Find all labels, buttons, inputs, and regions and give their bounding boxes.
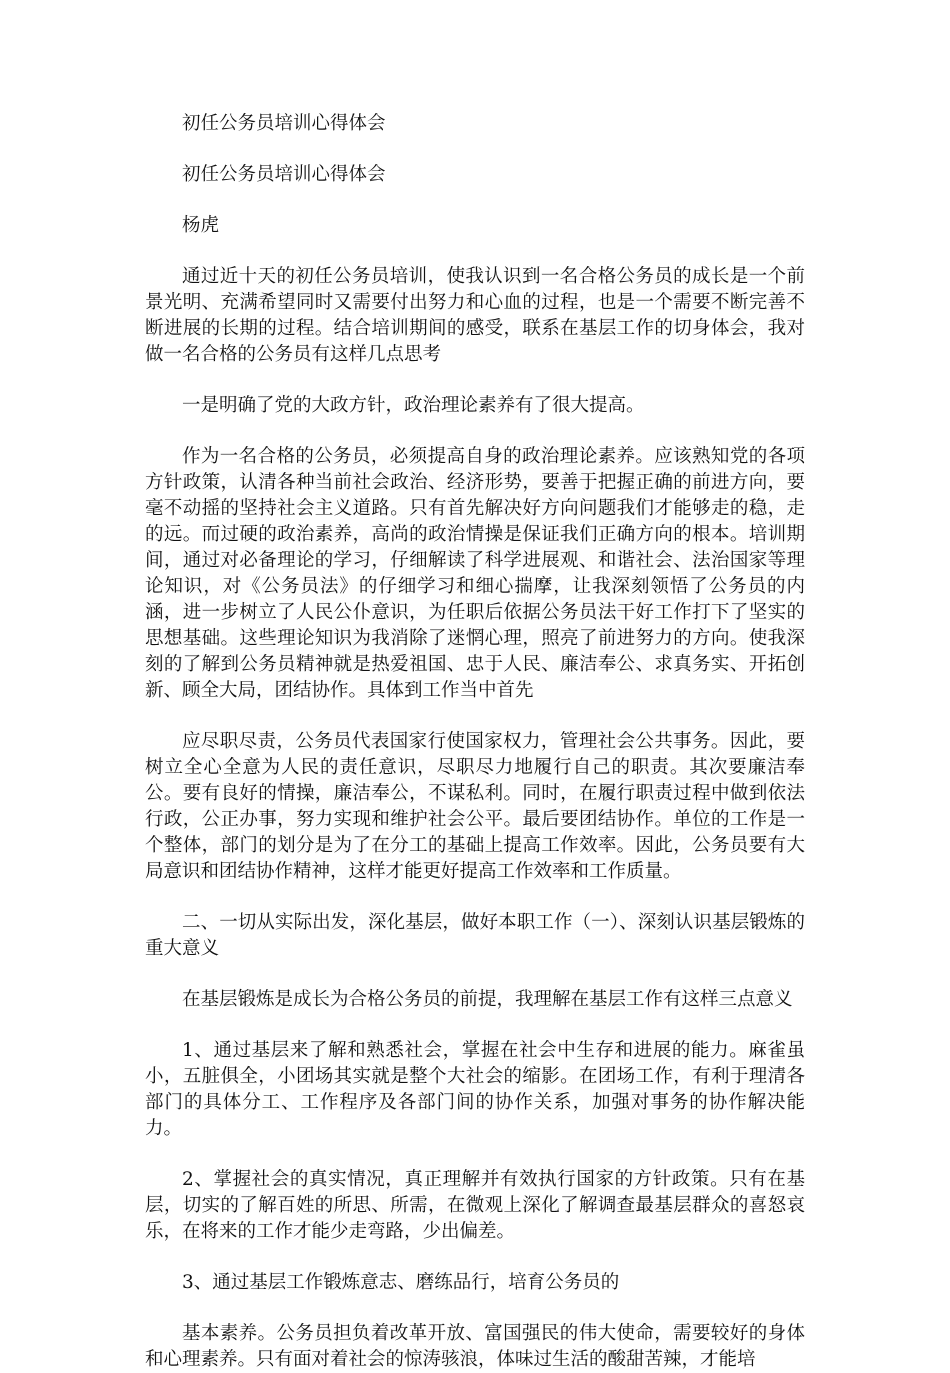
paragraph-political-literacy: 作为一名合格的公务员，必须提高自身的政治理论素养。应该熟知党的各项方针政策，认清各种当前社会政治、经济形势，要善于把握正确的前进方向，要毫不动摇的坚持社会主义道路。只有首先解决好方向问题我们才能够走的稳，走的远。而过硬的政治素养，高尚的政治情操是保证我们正确方向的根本。培训期间，通过对必备理论的学习，仔细解读了科学进展观、和谐社会、法治国家等理论知识，对《公务员法》的仔细学习和细心揣摩，让我深刻领悟了公务员的内涵，进一步树立了人民公仆意识，为任职后依据公务员法干好工作打下了坚实的思想基础。这些理论知识为我消除了迷惘心理，照亮了前进努力的方向。使我深刻的了解到公务员精神就是热爱祖国、忠于人民、廉洁奉公、求真务实、开拓创新、顾全大局，团结协作。具体到工作当中首先 (145, 446, 805, 701)
paragraph-intro: 通过近十天的初任公务员培训，使我认识到一名合格公务员的成长是一个前景光明、充满希望同时又需要付出努力和心血的过程，也是一个需要不断完善不断进展的长期的过程。结合培训期间的感受，联系在基层工作的切身体会，我对做一名合格的公务员有这样几点思考 (145, 266, 805, 365)
paragraph-item-1: 1、通过基层来了解和熟悉社会，掌握在社会中生存和进展的能力。麻雀虽小，五脏俱全，小团场其实就是整个大社会的缩影。在团场工作，有利于理清各部门的具体分工、工作程序及各部门间的协作关系，加强对事务的协作解决能力。 (145, 1040, 805, 1139)
paragraph-basic-qualities: 基本素养。公务员担负着改革开放、富国强民的伟大使命，需要较好的身体和心理素养。只有面对着社会的惊涛骇浪，体味过生活的酸甜苦辣，才能培 (145, 1323, 805, 1370)
paragraph-point-two: 二、一切从实际出发，深化基层，做好本职工作（一）、深刻认识基层锻炼的重大意义 (145, 912, 805, 959)
document-author: 杨虎 (182, 215, 220, 236)
paragraph-point-one: 一是明确了党的大政方针，政治理论素养有了很大提高。 (182, 395, 645, 416)
document-page (145, 111, 805, 1373)
paragraph-duties: 应尽职尽责，公务员代表国家行使国家权力，管理社会公共事务。因此，要树立全心全意为人民的责任意识，尽职尽力地履行自己的职责。其次要廉洁奉公。要有良好的情操，廉洁奉公，不谋私利。同时，在履行职责过程中做到依法行政，公正办事，努力实现和维护社会公平。最后要团结协作。单位的工作是一个整体，部门的划分是为了在分工的基础上提高工作效率。因此，公务员要有大局意识和团结协作精神，这样才能更好提高工作效率和工作质量。 (145, 731, 805, 882)
document-title: 初任公务员培训心得体会 (182, 113, 386, 134)
document-subtitle: 初任公务员培训心得体会 (182, 164, 386, 185)
paragraph-item-2: 2、掌握社会的真实情况，真正理解并有效执行国家的方针政策。只有在基层，切实的了解百姓的所思、所需，在微观上深化了解调查最基层群众的喜怒哀乐，在将来的工作才能少走弯路，少出偏差。 (145, 1169, 805, 1242)
paragraph-grassroots-meaning: 在基层锻炼是成长为合格公务员的前提，我理解在基层工作有这样三点意义 (182, 989, 793, 1010)
paragraph-item-3: 3、通过基层工作锻炼意志、磨练品行，培育公务员的 (182, 1272, 620, 1293)
